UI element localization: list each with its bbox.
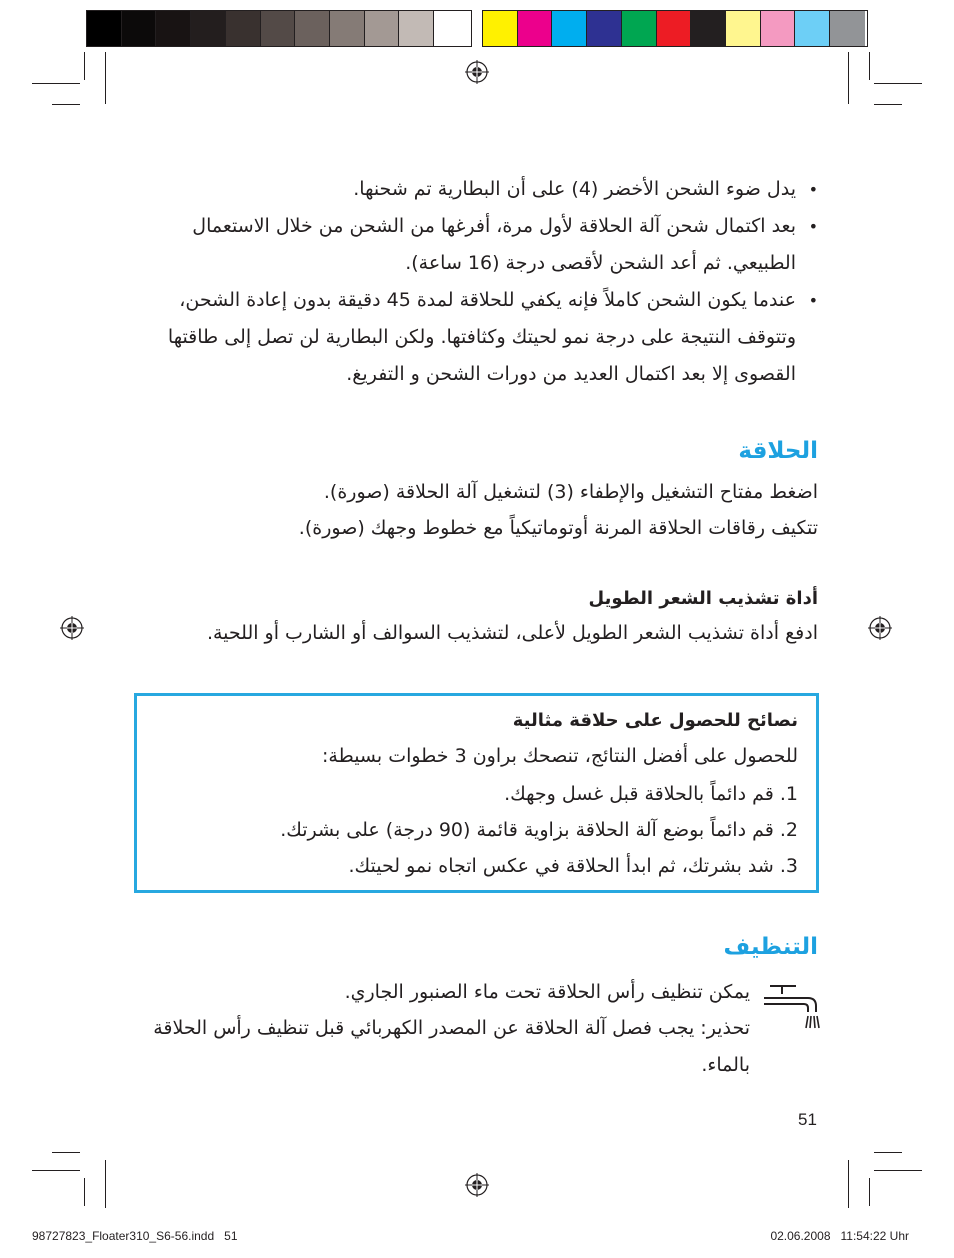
crop-mark [848, 1160, 849, 1208]
tips-step [158, 848, 798, 885]
color-swatch [191, 11, 226, 46]
color-swatch [518, 11, 553, 46]
bullet-text: يدل ضوء الشحن الأخضر (4) على أن البطارية تم شحنها. [353, 178, 796, 200]
color-swatch [87, 11, 122, 46]
crop-mark [874, 83, 922, 84]
tips-step [158, 776, 798, 813]
crop-mark [105, 1160, 106, 1208]
step-text: شد بشرتك، ثم ابدأ الحلاقة في عكس اتجاه نمو لحيتك. [348, 855, 774, 877]
step-number: 3. [779, 855, 798, 877]
color-swatch [122, 11, 157, 46]
color-swatch [365, 11, 400, 46]
color-swatch [830, 11, 865, 46]
bullet-text: بعد اكتمال شحن آلة الحلاقة لأول مرة، أفرغها من الشحن من خلال الاستعمال الطبيعي. ثم أعد الشحن لأقصى درجة (16 ساعة). [192, 215, 796, 274]
cleaning-heading: التنظيف [723, 934, 818, 960]
shaving-line-2: تتكيف رقاقات الحلاقة المرنة أوتوماتيكياً مع خطوط وجهك (صورة). [298, 517, 818, 539]
step-number: 2. [779, 819, 798, 841]
crop-mark [84, 1178, 85, 1206]
crop-mark [874, 104, 902, 105]
color-swatch [261, 11, 296, 46]
crop-mark [105, 52, 106, 104]
list-item: • يدل ضوء الشحن الأخضر (4) على أن البطارية تم شحنها. [353, 178, 818, 200]
tips-step [158, 812, 798, 849]
list-item: • عندما يكون الشحن كاملاً فإنه يكفي للحلاقة لمدة 45 دقيقة بدون إعادة الشحن، وتتوقف النتيجة على درجة نمو لحيتك وكثافتها. ولكن البطارية لن تصل إلى طاقتها القصوى إلا بعد اكتمال العديد من دورات الشحن و التفريغ. [167, 289, 818, 385]
crop-mark [84, 52, 85, 80]
crop-mark [32, 1170, 80, 1171]
footer-date-info: 02.06.2008 11:54:22 Uhr [770, 1229, 909, 1243]
list-item: • بعد اكتمال شحن آلة الحلاقة لأول مرة، أفرغها من الشحن من خلال الاستعمال الطبيعي. ثم أعد الشحن لأقصى درجة (16 ساعة). [192, 215, 818, 274]
crop-mark [869, 1178, 870, 1206]
color-swatch [761, 11, 796, 46]
step-number: 1. [779, 783, 798, 805]
color-swatch [795, 11, 830, 46]
trimmer-heading: أداة تشذيب الشعر الطويل [588, 588, 818, 609]
shaving-heading: الحلاقة [738, 438, 818, 464]
tips-box [134, 693, 819, 893]
registration-target-icon [60, 616, 84, 640]
crop-mark [874, 1152, 902, 1153]
crop-mark [52, 104, 80, 105]
crop-mark [869, 52, 870, 80]
cleaning-warning: تحذير: يجب فصل آلة الحلاقة عن المصدر الكهربائي قبل تنظيف رأس الحلاقة بالماء. [153, 1017, 750, 1076]
registration-target-icon [465, 1173, 489, 1197]
crop-mark [32, 83, 80, 84]
page-number: 51 [798, 1110, 817, 1129]
step-text: قم دائماً بوضع آلة الحلاقة بزاوية قائمة (90 درجة) على بشرتك. [280, 819, 774, 841]
color-swatch [622, 11, 657, 46]
tips-heading: نصائح للحصول على حلاقة مثالية [512, 710, 798, 731]
crop-mark [874, 1170, 922, 1171]
bullet-text: عندما يكون الشحن كاملاً فإنه يكفي للحلاقة لمدة 45 دقيقة بدون إعادة الشحن، وتتوقف النتيجة على درجة نمو لحيتك وكثافتها. ولكن البطارية لن تصل إلى طاقتها القصوى إلا بعد اكتمال العديد من دورات الشحن و التفريغ. [167, 289, 796, 385]
step-text: قم دائماً بالحلاقة قبل غسل وجهك. [504, 783, 774, 805]
process-color-bar [482, 10, 868, 47]
color-swatch [156, 11, 191, 46]
registration-target-icon [868, 616, 892, 640]
footer-file-info: 98727823_Floater310_S6-56.indd 51 [32, 1229, 238, 1243]
color-swatch [295, 11, 330, 46]
color-swatch [226, 11, 261, 46]
cleaning-text: يمكن تنظيف رأس الحلاقة تحت ماء الصنبور الجاري. [344, 981, 750, 1003]
color-swatch [330, 11, 365, 46]
grayscale-color-bar [86, 10, 472, 47]
color-swatch [726, 11, 761, 46]
color-swatch [434, 11, 469, 46]
trimmer-text: ادفع أداة تشذيب الشعر الطويل لأعلى، لتشذيب السوالف أو الشارب أو اللحية. [206, 622, 818, 644]
color-swatch [587, 11, 622, 46]
tap-water-icon [762, 980, 820, 1032]
charging-info-list [130, 171, 820, 393]
color-swatch [691, 11, 726, 46]
tips-intro: للحصول على أفضل النتائج، تنصحك براون 3 خطوات بسيطة: [322, 745, 798, 767]
crop-mark [52, 1152, 80, 1153]
crop-mark [848, 52, 849, 104]
color-swatch [552, 11, 587, 46]
color-swatch [483, 11, 518, 46]
registration-target-icon [465, 60, 489, 84]
color-swatch [399, 11, 434, 46]
color-swatch [657, 11, 692, 46]
shaving-line-1: اضغط مفتاح التشغيل والإطفاء (3) لتشغيل آلة الحلاقة (صورة). [323, 481, 818, 503]
